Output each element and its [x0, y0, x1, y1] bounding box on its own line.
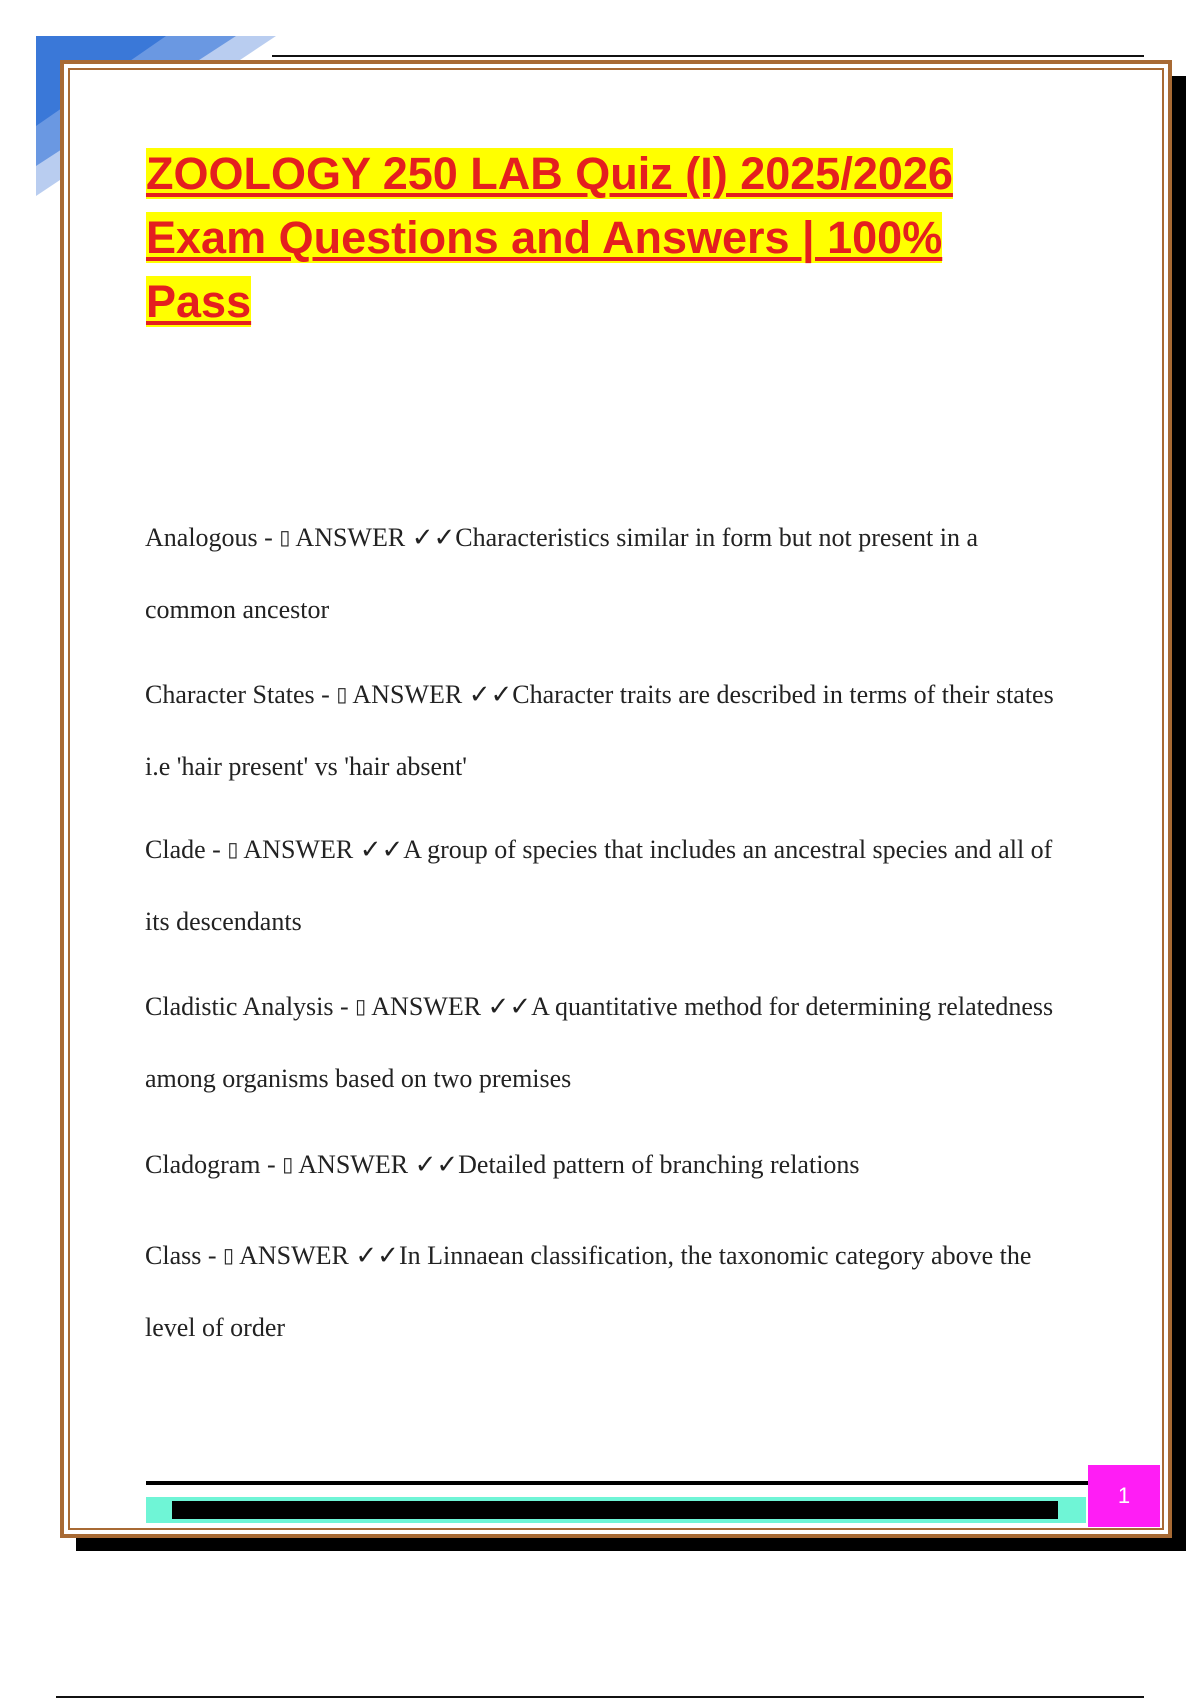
answer-label: ANSWER [295, 523, 406, 552]
definition: A group of species that includes an ancestral species and all of its descendants [145, 835, 1053, 936]
qa-entry-cladogram [145, 1129, 1075, 1201]
check-icon: ✓✓ [355, 1241, 399, 1270]
box-icon: ▯ [355, 996, 367, 1018]
qa-entry-character-states [145, 659, 1075, 802]
definition: In Linnaean classification, the taxonomic category above the level of order [145, 1241, 1032, 1342]
definition: A quantitative method for determining relatedness among organisms based on two premises [145, 992, 1054, 1093]
footer-rule [146, 1481, 1090, 1485]
term: Class - [145, 1241, 223, 1270]
answer-label: ANSWER [352, 680, 463, 709]
qa-entry-class [145, 1220, 1075, 1363]
term: Clade - [145, 835, 228, 864]
term: Analogous - [145, 523, 280, 552]
check-icon: ✓✓ [414, 1150, 459, 1179]
qa-entry-analogous [145, 502, 1075, 645]
document-title: ZOOLOGY 250 LAB Quiz (I) 2025/2026 Exam Questions and Answers | 100% Pass [146, 148, 953, 327]
qa-entry-clade [145, 814, 1075, 957]
box-icon: ▯ [282, 1154, 294, 1176]
check-icon: ✓✓ [359, 835, 404, 864]
answer-label: ANSWER [243, 835, 354, 864]
answer-label: ANSWER [371, 992, 482, 1021]
box-icon: ▯ [223, 1245, 235, 1267]
answer-label: ANSWER [298, 1150, 409, 1179]
qa-entry-cladistic-analysis [145, 971, 1075, 1114]
box-icon: ▯ [227, 839, 239, 861]
term: Cladogram - [145, 1150, 283, 1179]
term: Cladistic Analysis - [145, 992, 356, 1021]
check-icon: ✓✓ [411, 523, 456, 552]
definition: Characteristics similar in form but not present in a common ancestor [145, 523, 979, 624]
definition: Detailed pattern of branching relations [458, 1150, 860, 1179]
page-number-badge [1088, 1465, 1160, 1527]
top-rule [272, 55, 1144, 57]
box-icon: ▯ [336, 684, 348, 706]
term: Character States - [145, 680, 337, 709]
answer-label: ANSWER [239, 1241, 349, 1270]
check-icon: ✓✓ [468, 680, 513, 709]
box-icon: ▯ [279, 527, 291, 549]
check-icon: ✓✓ [487, 992, 532, 1021]
bottom-rule [56, 1696, 1144, 1698]
definition: Character traits are described in terms of their states i.e 'hair present' vs 'hair absent' [145, 680, 1054, 781]
page-number: 1 [1117, 1483, 1131, 1508]
footer-bar [172, 1501, 1058, 1519]
